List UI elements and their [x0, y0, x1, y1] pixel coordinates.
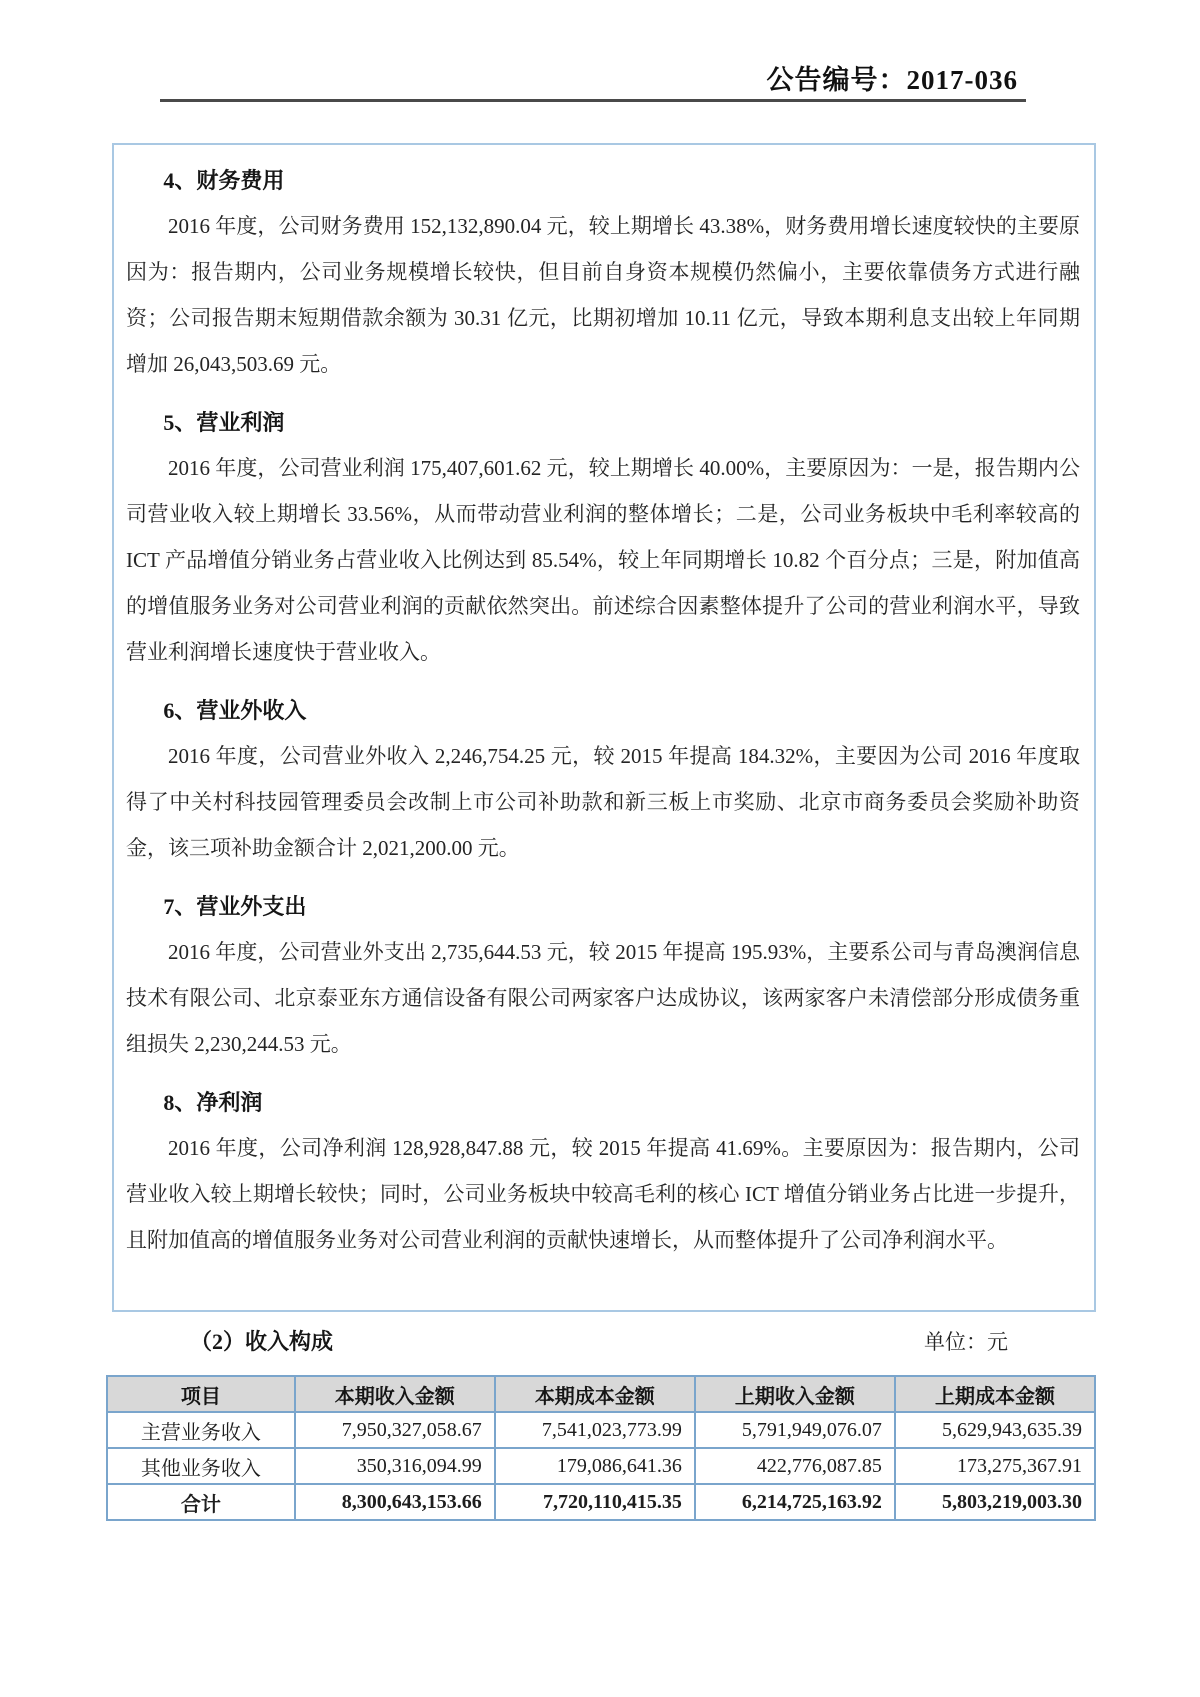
- cell-value: 5,629,943,635.39: [895, 1412, 1095, 1448]
- section-paragraph: 2016 年度，公司营业外收入 2,246,754.25 元，较 2015 年提高 184.32%，主要因为公司 2016 年度取得了中关村科技园管理委员会改制上市公司补助款和新三板上市奖励、北京市商务委员会奖励补助资金，该三项补助金额合计 2,021,200.00 元。: [126, 744, 1080, 860]
- income-heading-row: [112, 1322, 1096, 1362]
- section-paragraph: 2016 年度，公司财务费用 152,132,890.04 元，较上期增长 43.38%，财务费用增长速度较快的主要原因为：报告期内，公司业务规模增长较快，但目前自身资本规模仍然偏小，主要依靠债务方式进行融资；公司报告期末短期借款余额为 30.31 亿元，比期初增加 10.11 亿元，导致本期利息支出较上年同期增加 26,043,503.69 元。: [126, 214, 1080, 376]
- table-header-cell: 上期收入金额: [695, 1376, 895, 1412]
- section-paragraph: 2016 年度，公司营业利润 175,407,601.62 元，较上期增长 40.00%，主要原因为：一是，报告期内公司营业收入较上期增长 33.56%，从而带动营业利润的整体增长；二是，公司业务板块中毛利率较高的 ICT 产品增值分销业务占营业收入比例达到 85.54%，较上年同期增长 10.82 个百分点；三是，附加值高的增值服务业务对公司营业利润的贡献依然突出。前述综合因素整体提升了公司的营业利润水平，导致营业利润增长速度快于营业收入。: [126, 456, 1080, 664]
- row-label: 主营业务收入: [107, 1412, 295, 1448]
- cell-value: 5,791,949,076.07: [695, 1412, 895, 1448]
- table-header-cell: 项目: [107, 1376, 295, 1412]
- table-row-main-business: [107, 1412, 1095, 1448]
- cell-value: 8,300,643,153.66: [295, 1484, 495, 1520]
- header-rule: [160, 99, 1026, 102]
- table-row-total: [107, 1484, 1095, 1520]
- section-operating-profit: [126, 407, 1080, 675]
- content-box: [112, 143, 1096, 1312]
- section-heading: 6、营业外收入: [163, 698, 307, 723]
- row-label: 其他业务收入: [107, 1448, 295, 1484]
- section-net-profit: [126, 1087, 1080, 1263]
- cell-value: 6,214,725,163.92: [695, 1484, 895, 1520]
- cell-value: 7,720,110,415.35: [495, 1484, 695, 1520]
- cell-value: 5,803,219,003.30: [895, 1484, 1095, 1520]
- section-paragraph: 2016 年度，公司营业外支出 2,735,644.53 元，较 2015 年提高 195.93%，主要系公司与青岛澳润信息技术有限公司、北京泰亚东方通信设备有限公司两家客户达成协议，该两家客户未清偿部分形成债务重组损失 2,230,244.53 元。: [126, 940, 1080, 1056]
- cell-value: 7,950,327,058.67: [295, 1412, 495, 1448]
- table-header-row: [107, 1376, 1095, 1412]
- section-paragraph: 2016 年度，公司净利润 128,928,847.88 元，较 2015 年提高 41.69%。主要原因为：报告期内，公司营业收入较上期增长较快；同时，公司业务板块中较高毛利的核心 ICT 增值分销业务占比进一步提升，且附加值高的增值服务业务对公司营业利润的贡献快速增长，从而整体提升了公司净利润水平。: [126, 1136, 1080, 1252]
- announcement-number: 公告编号：2017-036: [766, 65, 1018, 95]
- table-header-cell: 上期成本金额: [895, 1376, 1095, 1412]
- cell-value: 7,541,023,773.99: [495, 1412, 695, 1448]
- table-header-cell: 本期收入金额: [295, 1376, 495, 1412]
- income-composition-title: （2）收入构成: [190, 1329, 334, 1354]
- section-heading: 4、财务费用: [163, 168, 285, 193]
- income-composition-table: [106, 1375, 1096, 1521]
- section-heading: 7、营业外支出: [163, 894, 307, 919]
- section-finance-expense: [126, 165, 1080, 387]
- section-non-operating-expense: [126, 891, 1080, 1067]
- table-header-cell: 本期成本金额: [495, 1376, 695, 1412]
- table-row-other-business: [107, 1448, 1095, 1484]
- section-non-operating-income: [126, 695, 1080, 871]
- cell-value: 350,316,094.99: [295, 1448, 495, 1484]
- cell-value: 179,086,641.36: [495, 1448, 695, 1484]
- cell-value: 422,776,087.85: [695, 1448, 895, 1484]
- cell-value: 173,275,367.91: [895, 1448, 1095, 1484]
- unit-label: 单位：元: [924, 1330, 1008, 1354]
- row-label: 合计: [107, 1484, 295, 1520]
- section-heading: 5、营业利润: [163, 410, 285, 435]
- section-heading: 8、净利润: [163, 1090, 263, 1115]
